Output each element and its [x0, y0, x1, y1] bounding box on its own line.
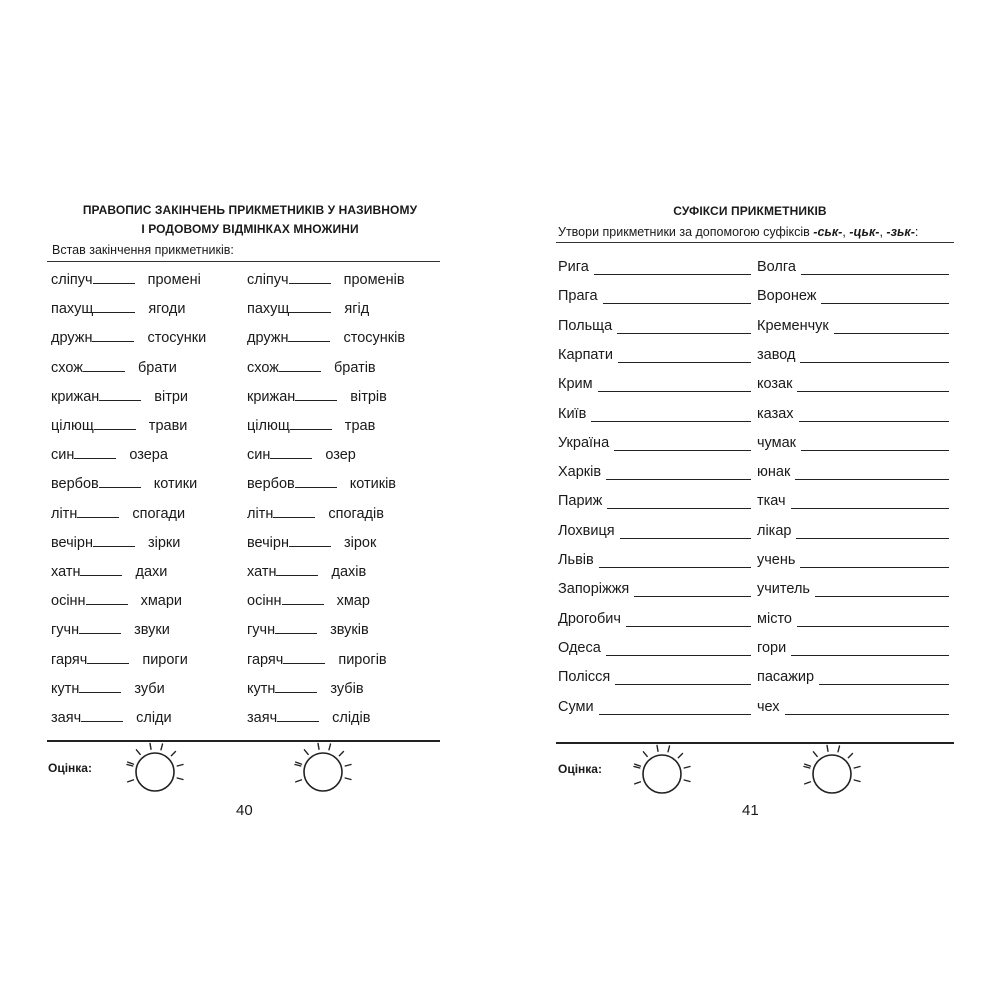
noun: ягоди — [148, 301, 186, 317]
answer-line[interactable] — [800, 350, 949, 363]
word-item — [558, 259, 751, 275]
adjective-stem: гучн — [51, 622, 80, 638]
exercise-item — [247, 476, 396, 492]
exercise-item — [247, 447, 356, 463]
base-word: Суми — [558, 699, 594, 715]
exercise-item — [247, 593, 370, 609]
separator: , — [879, 225, 887, 239]
answer-line[interactable] — [618, 350, 751, 363]
base-word: Польща — [558, 318, 613, 334]
word-item — [757, 406, 949, 422]
suffix-zk: -зьк- — [886, 225, 915, 239]
adjective-stem: син — [51, 447, 75, 463]
answer-line[interactable] — [796, 526, 949, 539]
answer-line[interactable] — [591, 409, 751, 422]
left-bottom-divider — [47, 740, 440, 742]
answer-line[interactable] — [799, 409, 949, 422]
base-word: Волга — [757, 259, 796, 275]
sun-icon — [802, 740, 874, 817]
answer-line[interactable] — [617, 321, 751, 334]
answer-line[interactable] — [834, 321, 949, 334]
base-word: Україна — [558, 435, 610, 451]
answer-line[interactable] — [797, 614, 949, 627]
base-word: Крим — [558, 376, 593, 392]
left-title-line-1: ПРАВОПИС ЗАКІНЧЕНЬ ПРИКМЕТНИКІВ У НАЗИВНОМУ — [82, 203, 418, 217]
word-item — [757, 611, 949, 627]
answer-line[interactable] — [626, 614, 751, 627]
adjective-stem: кутн — [51, 681, 80, 697]
adjective-stem: пахущ — [51, 301, 94, 317]
noun: променів — [343, 272, 405, 288]
ending-blank[interactable] — [279, 360, 321, 372]
word-item — [558, 611, 751, 627]
answer-line[interactable] — [821, 291, 949, 304]
base-word: гори — [757, 640, 787, 656]
base-word: місто — [757, 611, 792, 627]
base-word: Львів — [558, 552, 594, 568]
adjective-stem: гаряч — [247, 652, 284, 668]
word-item — [757, 288, 949, 304]
exercise-item — [51, 564, 167, 580]
adjective-stem: хатн — [247, 564, 277, 580]
adjective-stem: крижан — [51, 389, 100, 405]
exercise-item — [247, 622, 369, 638]
word-item — [757, 347, 949, 363]
exercise-item — [51, 506, 185, 522]
noun: зірки — [147, 535, 181, 551]
noun: пироги — [142, 652, 188, 668]
exercise-item — [247, 272, 405, 288]
word-item — [558, 523, 751, 539]
adjective-stem: крижан — [247, 389, 296, 405]
ending-blank[interactable] — [93, 272, 135, 284]
ending-blank[interactable] — [295, 476, 337, 488]
answer-line[interactable] — [606, 643, 751, 656]
word-item — [558, 699, 751, 715]
adjective-stem: дружн — [247, 330, 289, 346]
base-word: ткач — [757, 493, 786, 509]
base-word: Дрогобич — [558, 611, 621, 627]
ending-blank[interactable] — [289, 272, 331, 284]
adjective-stem: сліпуч — [247, 272, 289, 288]
ending-blank[interactable] — [83, 360, 125, 372]
answer-line[interactable] — [819, 672, 949, 685]
word-item — [558, 464, 751, 480]
ending-blank[interactable] — [80, 564, 122, 576]
sun-icon — [293, 738, 365, 815]
answer-line[interactable] — [785, 702, 949, 715]
answer-line[interactable] — [791, 643, 949, 656]
exercise-item — [247, 389, 387, 405]
answer-line[interactable] — [598, 379, 751, 392]
noun: стосунки — [147, 330, 207, 346]
base-word: пасажир — [757, 669, 815, 685]
noun: зірок — [343, 535, 377, 551]
noun: стосунків — [343, 330, 406, 346]
adjective-stem: вербов — [247, 476, 295, 492]
answer-line[interactable] — [614, 438, 751, 451]
noun: трав — [344, 418, 376, 434]
exercise-item — [247, 418, 375, 434]
ending-blank[interactable] — [93, 301, 135, 313]
answer-line[interactable] — [594, 262, 751, 275]
ending-blank[interactable] — [295, 389, 337, 401]
exercise-item — [51, 360, 177, 376]
base-word: Одеса — [558, 640, 601, 656]
adjective-stem: заяч — [51, 710, 82, 726]
base-word: Париж — [558, 493, 603, 509]
left-page-number: 40 — [236, 802, 253, 819]
adjective-stem: осінн — [247, 593, 282, 609]
base-word: Прага — [558, 288, 598, 304]
exercise-item — [51, 389, 188, 405]
word-item — [757, 259, 949, 275]
word-item — [757, 318, 949, 334]
exercise-item — [51, 418, 187, 434]
word-item — [757, 669, 949, 685]
suffix-sk: -ськ- — [813, 225, 843, 239]
right-instruction — [558, 225, 918, 239]
ending-blank[interactable] — [282, 593, 324, 605]
word-item — [757, 581, 949, 597]
adjective-stem: схож — [247, 360, 279, 376]
adjective-stem: вечірн — [51, 535, 93, 551]
answer-line[interactable] — [797, 379, 949, 392]
noun: трави — [148, 418, 188, 434]
noun: озер — [325, 447, 356, 463]
ending-blank[interactable] — [283, 652, 325, 664]
word-item — [757, 376, 949, 392]
instruction-text: Утвори прикметники за допомогою суфіксів — [558, 225, 814, 239]
exercise-item — [51, 593, 182, 609]
word-item — [757, 523, 949, 539]
ending-blank[interactable] — [277, 710, 319, 722]
adjective-stem: гучн — [247, 622, 276, 638]
noun: спогади — [132, 506, 186, 522]
exercise-item — [247, 535, 376, 551]
right-grade-label: Оцінка: — [558, 762, 602, 776]
exercise-item — [51, 622, 170, 638]
noun: озера — [129, 447, 168, 463]
answer-line[interactable] — [607, 496, 751, 509]
word-item — [558, 376, 751, 392]
right-bottom-divider — [556, 742, 954, 744]
adjective-stem: пахущ — [247, 301, 290, 317]
ending-blank[interactable] — [79, 622, 121, 634]
base-word: козак — [757, 376, 793, 392]
exercise-item — [51, 535, 180, 551]
noun: котики — [153, 476, 198, 492]
base-word: юнак — [757, 464, 791, 480]
right-page-number: 41 — [742, 802, 759, 819]
sun-icon — [632, 740, 704, 817]
word-item — [558, 493, 751, 509]
adjective-stem: схож — [51, 360, 83, 376]
adjective-stem: вечірн — [247, 535, 289, 551]
adjective-stem: літн — [247, 506, 274, 522]
exercise-item — [51, 681, 165, 697]
exercise-item — [51, 272, 201, 288]
noun: дахи — [135, 564, 168, 580]
word-item — [757, 435, 949, 451]
noun: котиків — [349, 476, 397, 492]
left-page-title — [40, 201, 460, 239]
noun: спогадів — [328, 506, 384, 522]
left-instruction: Встав закінчення прикметників: — [52, 243, 234, 257]
exercise-item — [247, 330, 405, 346]
ending-blank[interactable] — [273, 506, 315, 518]
word-item — [757, 552, 949, 568]
ending-blank[interactable] — [99, 476, 141, 488]
ending-blank[interactable] — [99, 389, 141, 401]
noun: братів — [333, 360, 376, 376]
answer-line[interactable] — [791, 496, 949, 509]
answer-line[interactable] — [606, 467, 751, 480]
answer-line[interactable] — [801, 438, 949, 451]
answer-line[interactable] — [634, 584, 751, 597]
exercise-item — [247, 681, 364, 697]
base-word: учитель — [757, 581, 810, 597]
adjective-stem: цілющ — [51, 418, 94, 434]
noun: вітри — [154, 389, 189, 405]
adjective-stem: осінн — [51, 593, 86, 609]
exercise-item — [247, 360, 376, 376]
ending-blank[interactable] — [270, 447, 312, 459]
word-item — [558, 435, 751, 451]
word-item — [558, 318, 751, 334]
base-word: Рига — [558, 259, 589, 275]
exercise-item — [51, 330, 206, 346]
word-item — [757, 640, 949, 656]
answer-line[interactable] — [599, 555, 751, 568]
ending-blank[interactable] — [87, 652, 129, 664]
exercise-item — [51, 652, 188, 668]
left-grade-label: Оцінка: — [48, 761, 92, 775]
ending-blank[interactable] — [275, 681, 317, 693]
adjective-stem: вербов — [51, 476, 99, 492]
exercise-item — [247, 710, 370, 726]
noun: сліди — [136, 710, 172, 726]
word-item — [757, 493, 949, 509]
left-title-line-2: І РОДОВОМУ ВІДМІНКАХ МНОЖИНИ — [141, 222, 359, 236]
base-word: Харків — [558, 464, 602, 480]
ending-blank[interactable] — [92, 330, 134, 342]
noun: вітрів — [350, 389, 387, 405]
exercise-item — [51, 476, 197, 492]
base-word: Лохвиця — [558, 523, 615, 539]
ending-blank[interactable] — [81, 710, 123, 722]
answer-line[interactable] — [615, 672, 751, 685]
right-instruction-underline — [556, 242, 954, 243]
noun: промені — [147, 272, 201, 288]
adjective-stem: хатн — [51, 564, 81, 580]
separator: , — [842, 225, 850, 239]
noun: брати — [137, 360, 177, 376]
word-item — [558, 347, 751, 363]
right-page-title: СУФІКСИ ПРИКМЕТНИКІВ — [673, 204, 827, 218]
base-word: лікар — [757, 523, 792, 539]
base-word: казах — [757, 406, 794, 422]
ending-blank[interactable] — [79, 681, 121, 693]
noun: звуки — [134, 622, 170, 638]
exercise-item — [51, 301, 186, 317]
exercise-item — [247, 506, 384, 522]
ending-blank[interactable] — [290, 418, 332, 430]
word-item — [757, 464, 949, 480]
noun: слідів — [332, 710, 371, 726]
word-item — [558, 288, 751, 304]
base-word: Воронеж — [757, 288, 817, 304]
base-word: Кременчук — [757, 318, 829, 334]
noun: ягід — [344, 301, 370, 317]
noun: пирогів — [338, 652, 387, 668]
base-word: Карпати — [558, 347, 613, 363]
right-page — [500, 0, 1000, 1000]
exercise-item — [51, 447, 168, 463]
base-word: Полісся — [558, 669, 611, 685]
ending-blank[interactable] — [275, 622, 317, 634]
ending-blank[interactable] — [77, 506, 119, 518]
word-item — [757, 699, 949, 715]
word-item — [558, 581, 751, 597]
ending-blank[interactable] — [86, 593, 128, 605]
base-word: учень — [757, 552, 796, 568]
adjective-stem: заяч — [247, 710, 278, 726]
ending-blank[interactable] — [289, 535, 331, 547]
answer-line[interactable] — [801, 262, 949, 275]
ending-blank[interactable] — [289, 301, 331, 313]
noun: зубів — [330, 681, 364, 697]
adjective-stem: гаряч — [51, 652, 88, 668]
base-word: Київ — [558, 406, 587, 422]
ending-blank[interactable] — [93, 535, 135, 547]
answer-line[interactable] — [800, 555, 949, 568]
base-word: чумак — [757, 435, 797, 451]
answer-line[interactable] — [599, 702, 751, 715]
suffix-tsk: -цьк- — [849, 225, 880, 239]
base-word: завод — [757, 347, 796, 363]
exercise-item — [247, 564, 366, 580]
adjective-stem: цілющ — [247, 418, 290, 434]
word-item — [558, 640, 751, 656]
ending-blank[interactable] — [94, 418, 136, 430]
ending-blank[interactable] — [74, 447, 116, 459]
adjective-stem: літн — [51, 506, 78, 522]
exercise-item — [247, 301, 369, 317]
noun: хмар — [336, 593, 370, 609]
answer-line[interactable] — [815, 584, 949, 597]
sun-icon — [125, 738, 197, 815]
noun: дахів — [331, 564, 367, 580]
answer-line[interactable] — [620, 526, 751, 539]
noun: звуків — [330, 622, 369, 638]
word-item — [558, 669, 751, 685]
noun: хмари — [140, 593, 183, 609]
ending-blank[interactable] — [288, 330, 330, 342]
adjective-stem: сліпуч — [51, 272, 93, 288]
noun: зуби — [134, 681, 165, 697]
answer-line[interactable] — [603, 291, 751, 304]
answer-line[interactable] — [795, 467, 949, 480]
base-word: Запоріжжя — [558, 581, 630, 597]
adjective-stem: син — [247, 447, 271, 463]
left-instruction-underline — [47, 261, 440, 262]
base-word: чех — [757, 699, 780, 715]
word-item — [558, 552, 751, 568]
ending-blank[interactable] — [276, 564, 318, 576]
exercise-item — [51, 710, 172, 726]
exercise-item — [247, 652, 387, 668]
adjective-stem: кутн — [247, 681, 276, 697]
word-item — [558, 406, 751, 422]
adjective-stem: дружн — [51, 330, 93, 346]
instruction-end: : — [914, 225, 919, 239]
